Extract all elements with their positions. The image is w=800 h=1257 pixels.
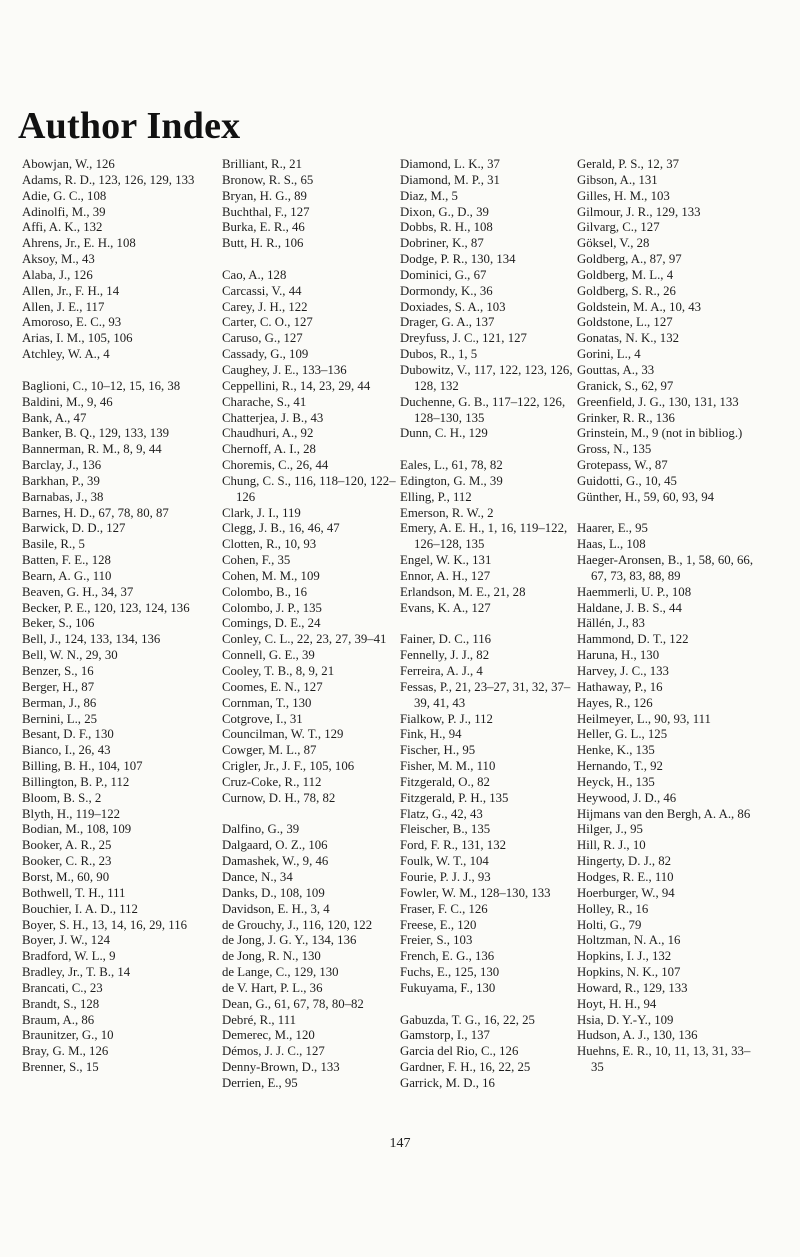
index-entry: Barclay, J., 136 (22, 458, 102, 473)
letter-group-gap (400, 997, 580, 1013)
index-entry: Boyer, S. H., 13, 14, 16, 29, 116 (22, 917, 188, 932)
index-entry: Abowjan, W., 126 (22, 157, 115, 171)
index-entry: Dobriner, K., 87 (400, 236, 484, 251)
index-entry: Guidotti, G., 10, 45 (577, 473, 677, 488)
index-entry: Choremis, C., 26, 44 (222, 458, 329, 473)
index-entry: Becker, P. E., 120, 123, 124, 136 (22, 600, 190, 615)
index-entry: Booker, A. R., 25 (22, 838, 112, 853)
index-entry: Granick, S., 62, 97 (577, 378, 674, 393)
index-entry: Carter, C. O., 127 (222, 315, 313, 330)
index-entry: Billing, B. H., 104, 107 (22, 759, 143, 774)
index-entry: Hoerburger, W., 94 (577, 885, 675, 900)
index-entry: Heller, G. L., 125 (577, 727, 668, 742)
index-column-3 (400, 157, 580, 1092)
letter-group-gap (400, 616, 580, 632)
index-entry: Hilger, J., 95 (577, 822, 643, 837)
index-entry: Bell, W. N., 29, 30 (22, 648, 118, 663)
index-entry: Bothwell, T. H., 111 (22, 885, 126, 900)
index-entry: Bell, J., 124, 133, 134, 136 (22, 632, 161, 647)
index-entry: Basile, R., 5 (22, 537, 85, 552)
index-entry: Duchenne, G. B., 117–122, 126, 128–130, 135 (400, 394, 566, 425)
index-entry: Evans, K. A., 127 (400, 600, 491, 615)
index-entry: de Grouchy, J., 116, 120, 122 (222, 917, 373, 932)
index-entry: Bryan, H. G., 89 (222, 188, 307, 203)
index-entry: French, E. G., 136 (400, 949, 495, 964)
index-entry: Carcassi, V., 44 (222, 283, 302, 298)
index-entry: Fleischer, B., 135 (400, 822, 491, 837)
index-entry: Bianco, I., 26, 43 (22, 743, 111, 758)
index-entry: Gilvarg, C., 127 (577, 220, 660, 235)
index-entry: Fisher, M. M., 110 (400, 759, 496, 774)
index-entry: Brandt, S., 128 (22, 996, 100, 1011)
index-entry: Batten, F. E., 128 (22, 553, 111, 568)
index-entry: Arias, I. M., 105, 106 (22, 331, 133, 346)
index-column-1 (22, 157, 202, 1076)
index-column-4 (577, 157, 757, 1076)
index-entry: Booker, C. R., 23 (22, 854, 112, 869)
index-entry: Councilman, W. T., 129 (222, 727, 344, 742)
index-entry: Goldberg, S. R., 26 (577, 283, 676, 298)
index-entry: Garrick, M. D., 16 (400, 1075, 495, 1090)
index-entry: Gorini, L., 4 (577, 347, 641, 362)
index-entry: Haas, L., 108 (577, 537, 646, 552)
index-entry: Diaz, M., 5 (400, 188, 458, 203)
index-entry: Benzer, S., 16 (22, 664, 94, 678)
index-entry: Howard, R., 129, 133 (577, 980, 688, 995)
index-entry: Holti, G., 79 (577, 917, 642, 932)
letter-group-gap (400, 442, 580, 458)
letter-group-gap (22, 363, 202, 379)
index-entry: Dubos, R., 1, 5 (400, 347, 478, 362)
index-entry: Emerson, R. W., 2 (400, 505, 494, 520)
index-entry: Chaudhuri, A., 92 (222, 426, 314, 441)
index-entry: Cruz-Coke, R., 112 (222, 774, 322, 789)
index-entry: Coomes, E. N., 127 (222, 679, 323, 694)
index-entry: Holley, R., 16 (577, 901, 649, 916)
index-entry: Atchley, W. A., 4 (22, 347, 110, 362)
index-entry: Caughey, J. E., 133–136 (222, 362, 347, 377)
index-entry: Hingerty, D. J., 82 (577, 854, 672, 869)
index-entry: Hathaway, P., 16 (577, 679, 663, 694)
index-entry: Bradley, Jr., T. B., 14 (22, 965, 131, 980)
index-entry: de Jong, J. G. Y., 134, 136 (222, 933, 357, 948)
index-entry: Bray, G. M., 126 (22, 1044, 109, 1059)
index-entry: Engel, W. K., 131 (400, 553, 492, 568)
index-entry: Barkhan, P., 39 (22, 473, 100, 488)
index-entry: Bearn, A. G., 110 (22, 568, 112, 583)
index-entry: Freese, E., 120 (400, 917, 477, 932)
index-entry: Denny-Brown, D., 133 (222, 1060, 340, 1075)
index-entry: Hodges, R. E., 110 (577, 869, 674, 884)
index-entry: Ford, F. R., 131, 132 (400, 838, 506, 853)
index-entry: Eales, L., 61, 78, 82 (400, 458, 503, 473)
index-entry: Beaven, G. H., 34, 37 (22, 584, 134, 599)
index-entry: Holtzman, N. A., 16 (577, 933, 681, 948)
index-entry: Erlandson, M. E., 21, 28 (400, 584, 526, 599)
index-entry: Gerald, P. S., 12, 37 (577, 157, 680, 171)
index-entry: Hoyt, H. H., 94 (577, 996, 657, 1011)
letter-group-gap (222, 252, 402, 268)
index-entry: Dalfino, G., 39 (222, 822, 300, 837)
index-entry: Davidson, E. H., 3, 4 (222, 901, 330, 916)
index-entry: Affi, A. K., 132 (22, 220, 103, 235)
index-entry: Bradford, W. L., 9 (22, 949, 116, 964)
index-entry: Barnabas, J., 38 (22, 489, 104, 504)
index-entry: Fowler, W. M., 128–130, 133 (400, 885, 551, 900)
index-entry: Cohen, M. M., 109 (222, 568, 320, 583)
index-entry: Greenfield, J. G., 130, 131, 133 (577, 394, 739, 409)
index-entry: Bronow, R. S., 65 (222, 172, 314, 187)
index-entry: Adinolfi, M., 39 (22, 204, 106, 219)
index-entry: Haarer, E., 95 (577, 521, 648, 536)
index-entry: Berger, H., 87 (22, 679, 95, 694)
index-entry: Danks, D., 108, 109 (222, 885, 325, 900)
index-entry: Huehns, E. R., 10, 11, 13, 31, 33–35 (577, 1044, 751, 1075)
index-entry: Grinstein, M., 9 (not in bibliog.) (577, 426, 743, 441)
index-entry: Baglioni, C., 10–12, 15, 16, 38 (22, 378, 181, 393)
index-entry: Freier, S., 103 (400, 933, 473, 948)
page-number: 147 (389, 1136, 411, 1151)
index-entry: Gilles, H. M., 103 (577, 188, 670, 203)
index-entry: Ahrens, Jr., E. H., 108 (22, 236, 136, 251)
index-entry: Fukuyama, F., 130 (400, 980, 496, 995)
index-entry: Fennelly, J. J., 82 (400, 648, 490, 663)
index-entry: Crigler, Jr., J. F., 105, 106 (222, 759, 355, 774)
index-entry: de Lange, C., 129, 130 (222, 965, 339, 980)
index-entry: Barwick, D. D., 127 (22, 521, 126, 536)
index-entry: Bouchier, I. A. D., 112 (22, 901, 138, 916)
index-entry: Dominici, G., 67 (400, 267, 487, 282)
index-entry: Henke, K., 135 (577, 743, 655, 758)
index-entry: Gibson, A., 131 (577, 172, 658, 187)
index-entry: Bodian, M., 108, 109 (22, 822, 132, 837)
index-entry: Haldane, J. B. S., 44 (577, 600, 682, 615)
index-entry: Günther, H., 59, 60, 93, 94 (577, 489, 715, 504)
index-entry: Doxiades, S. A., 103 (400, 299, 506, 314)
index-entry: Heyck, H., 135 (577, 774, 655, 789)
index-entry: Damashek, W., 9, 46 (222, 854, 329, 869)
index-entry: Conley, C. L., 22, 23, 27, 39–41 (222, 632, 387, 647)
index-entry: Dubowitz, V., 117, 122, 123, 126, 128, 132 (400, 362, 573, 393)
index-entry: Demerec, M., 120 (222, 1028, 315, 1043)
index-entry: Goldstein, M. A., 10, 43 (577, 299, 702, 314)
index-entry: Haruna, H., 130 (577, 648, 660, 663)
index-entry: Dormondy, K., 36 (400, 283, 493, 298)
index-entry: Barnes, H. D., 67, 78, 80, 87 (22, 505, 169, 520)
letter-group-gap (222, 807, 402, 823)
index-entry: Harvey, J. C., 133 (577, 664, 669, 678)
index-entry: Boyer, J. W., 124 (22, 933, 111, 948)
index-entry: Gonatas, N. K., 132 (577, 331, 680, 346)
index-entry: Debré, R., 111 (222, 1012, 297, 1027)
index-entry: Fraser, F. C., 126 (400, 901, 488, 916)
index-entry: Carey, J. H., 122 (222, 299, 308, 314)
index-column-2 (222, 157, 402, 1092)
index-entry: Cassady, G., 109 (222, 347, 309, 362)
index-entry: Flatz, G., 42, 43 (400, 806, 483, 821)
index-entry: Colombo, J. P., 135 (222, 600, 322, 615)
index-entry: Braum, A., 86 (22, 1012, 95, 1027)
index-entry: Dobbs, R. H., 108 (400, 220, 493, 235)
index-entry: Dixon, G., D., 39 (400, 204, 489, 219)
index-entry: Allen, J. E., 117 (22, 299, 105, 314)
index-entry: Cohen, F., 35 (222, 553, 291, 568)
index-entry: Fourie, P. J. J., 93 (400, 869, 491, 884)
index-entry: Brilliant, R., 21 (222, 157, 302, 171)
index-entry: Gamstorp, I., 137 (400, 1028, 490, 1043)
index-entry: Hammond, D. T., 122 (577, 632, 689, 647)
index-entry: Ennor, A. H., 127 (400, 568, 491, 583)
index-entry: Cao, A., 128 (222, 267, 287, 282)
index-entry: Derrien, E., 95 (222, 1075, 298, 1090)
index-entry: Clotten, R., 10, 93 (222, 537, 317, 552)
index-entry: Gabuzda, T. G., 16, 22, 25 (400, 1012, 535, 1027)
index-entry: Adie, G. C., 108 (22, 188, 107, 203)
index-entry: Borst, M., 60, 90 (22, 869, 110, 884)
index-entry: Beker, S., 106 (22, 616, 95, 631)
index-entry: Caruso, G., 127 (222, 331, 303, 346)
index-entry: Hsia, D. Y.-Y., 109 (577, 1012, 674, 1027)
letter-group-gap (577, 506, 757, 522)
index-entry: Göksel, V., 28 (577, 236, 650, 251)
index-entry: Fitzgerald, P. H., 135 (400, 790, 509, 805)
index-entry: Hopkins, N. K., 107 (577, 965, 681, 980)
index-entry: Hernando, T., 92 (577, 759, 663, 774)
index-entry: Hällén, J., 83 (577, 616, 645, 631)
index-entry: Cooley, T. B., 8, 9, 21 (222, 664, 335, 678)
index-entry: Adams, R. D., 123, 126, 129, 133 (22, 172, 195, 187)
index-entry: Goldberg, M. L., 4 (577, 267, 674, 282)
index-entry: Heywood, J. D., 46 (577, 790, 677, 805)
index-entry: Garcia del Rio, C., 126 (400, 1044, 519, 1059)
index-entry: Cornman, T., 130 (222, 695, 312, 710)
index-entry: Drager, G. A., 137 (400, 315, 495, 330)
index-entry: Edington, G. M., 39 (400, 473, 503, 488)
index-entry: Blyth, H., 119–122 (22, 806, 120, 821)
page-title: Author Index (18, 105, 241, 147)
index-entry: Brenner, S., 15 (22, 1060, 99, 1075)
index-entry: Baldini, M., 9, 46 (22, 394, 113, 409)
index-entry: Alaba, J., 126 (22, 267, 93, 282)
index-entry: Allen, Jr., F. H., 14 (22, 283, 120, 298)
index-entry: Dance, N., 34 (222, 869, 293, 884)
index-entry: Ceppellini, R., 14, 23, 29, 44 (222, 378, 371, 393)
index-entry: Fischer, H., 95 (400, 743, 476, 758)
index-entry: Buchthal, F., 127 (222, 204, 310, 219)
index-entry: Goldberg, A., 87, 97 (577, 252, 682, 267)
index-entry: de V. Hart, P. L., 36 (222, 980, 323, 995)
index-entry: Dean, G., 61, 67, 78, 80–82 (222, 996, 364, 1011)
index-entry: Colombo, B., 16 (222, 584, 307, 599)
index-entry: Hudson, A. J., 130, 136 (577, 1028, 698, 1043)
index-entry: Dodge, P. R., 130, 134 (400, 252, 516, 267)
index-entry: Hill, R. J., 10 (577, 838, 646, 853)
index-entry: Chatterjea, J. B., 43 (222, 410, 324, 425)
index-entry: Bannerman, R. M., 8, 9, 44 (22, 442, 162, 457)
index-entry: Clark, J. I., 119 (222, 505, 301, 520)
index-entry: Fink, H., 94 (400, 727, 462, 742)
index-entry: Démos, J. J. C., 127 (222, 1044, 325, 1059)
index-entry: Dunn, C. H., 129 (400, 426, 488, 441)
index-entry: Besant, D. F., 130 (22, 727, 114, 742)
index-entry: Braunitzer, G., 10 (22, 1028, 114, 1043)
index-entry: Bernini, L., 25 (22, 711, 97, 726)
index-entry: Fainer, D. C., 116 (400, 632, 492, 647)
index-entry: Grotepass, W., 87 (577, 458, 668, 473)
index-entry: Hijmans van den Bergh, A. A., 86 (577, 806, 751, 821)
index-entry: Goldstone, L., 127 (577, 315, 673, 330)
index-entry: Ferreira, A. J., 4 (400, 664, 483, 678)
index-entry: Butt, H. R., 106 (222, 236, 304, 251)
index-entry: Charache, S., 41 (222, 394, 307, 409)
index-entry: Clegg, J. B., 16, 46, 47 (222, 521, 340, 536)
index-entry: Hayes, R., 126 (577, 695, 653, 710)
index-entry: Hopkins, I. J., 132 (577, 949, 672, 964)
index-entry: Cowger, M. L., 87 (222, 743, 317, 758)
index-entry: Gouttas, A., 33 (577, 362, 655, 377)
index-entry: Billington, B. P., 112 (22, 774, 130, 789)
index-entry: Fialkow, P. J., 112 (400, 711, 493, 726)
index-entry: de Jong, R. N., 130 (222, 949, 321, 964)
index-entry: Curnow, D. H., 78, 82 (222, 790, 336, 805)
index-entry: Elling, P., 112 (400, 489, 472, 504)
index-entry: Fessas, P., 21, 23–27, 31, 32, 37–39, 41, 43 (400, 679, 571, 710)
index-entry: Connell, G. E., 39 (222, 648, 315, 663)
index-entry: Gross, N., 135 (577, 442, 652, 457)
index-entry: Burka, E. R., 46 (222, 220, 305, 235)
index-entry: Chung, C. S., 116, 118–120, 122–126 (222, 473, 396, 504)
index-entry: Emery, A. E. H., 1, 16, 119–122, 126–128, 135 (400, 521, 568, 552)
index-entry: Dreyfuss, J. C., 121, 127 (400, 331, 527, 346)
index-entry: Aksoy, M., 43 (22, 252, 95, 267)
index-entry: Foulk, W. T., 104 (400, 854, 489, 869)
index-entry: Fuchs, E., 125, 130 (400, 965, 500, 980)
index-entry: Comings, D. E., 24 (222, 616, 321, 631)
index-entry: Amoroso, E. C., 93 (22, 315, 122, 330)
index-entry: Haemmerli, U. P., 108 (577, 584, 692, 599)
index-entry: Grinker, R. R., 136 (577, 410, 675, 425)
index-entry: Bank, A., 47 (22, 410, 87, 425)
index-entry: Gilmour, J. R., 129, 133 (577, 204, 701, 219)
index-entry: Diamond, L. K., 37 (400, 157, 500, 171)
index-entry: Bloom, B. S., 2 (22, 790, 102, 805)
index-entry: Haeger-Aronsen, B., 1, 58, 60, 66, 67, 73, 83, 88, 89 (577, 553, 754, 583)
index-entry: Diamond, M. P., 31 (400, 172, 500, 187)
index-entry: Cotgrove, I., 31 (222, 711, 303, 726)
index-entry: Heilmeyer, L., 90, 93, 111 (577, 711, 711, 726)
index-entry: Banker, B. Q., 129, 133, 139 (22, 426, 169, 441)
index-entry: Brancati, C., 23 (22, 980, 103, 995)
index-entry: Berman, J., 86 (22, 695, 97, 710)
index-entry: Chernoff, A. I., 28 (222, 442, 316, 457)
index-entry: Dalgaard, O. Z., 106 (222, 838, 328, 853)
index-entry: Fitzgerald, O., 82 (400, 774, 490, 789)
index-entry: Gardner, F. H., 16, 22, 25 (400, 1060, 531, 1075)
